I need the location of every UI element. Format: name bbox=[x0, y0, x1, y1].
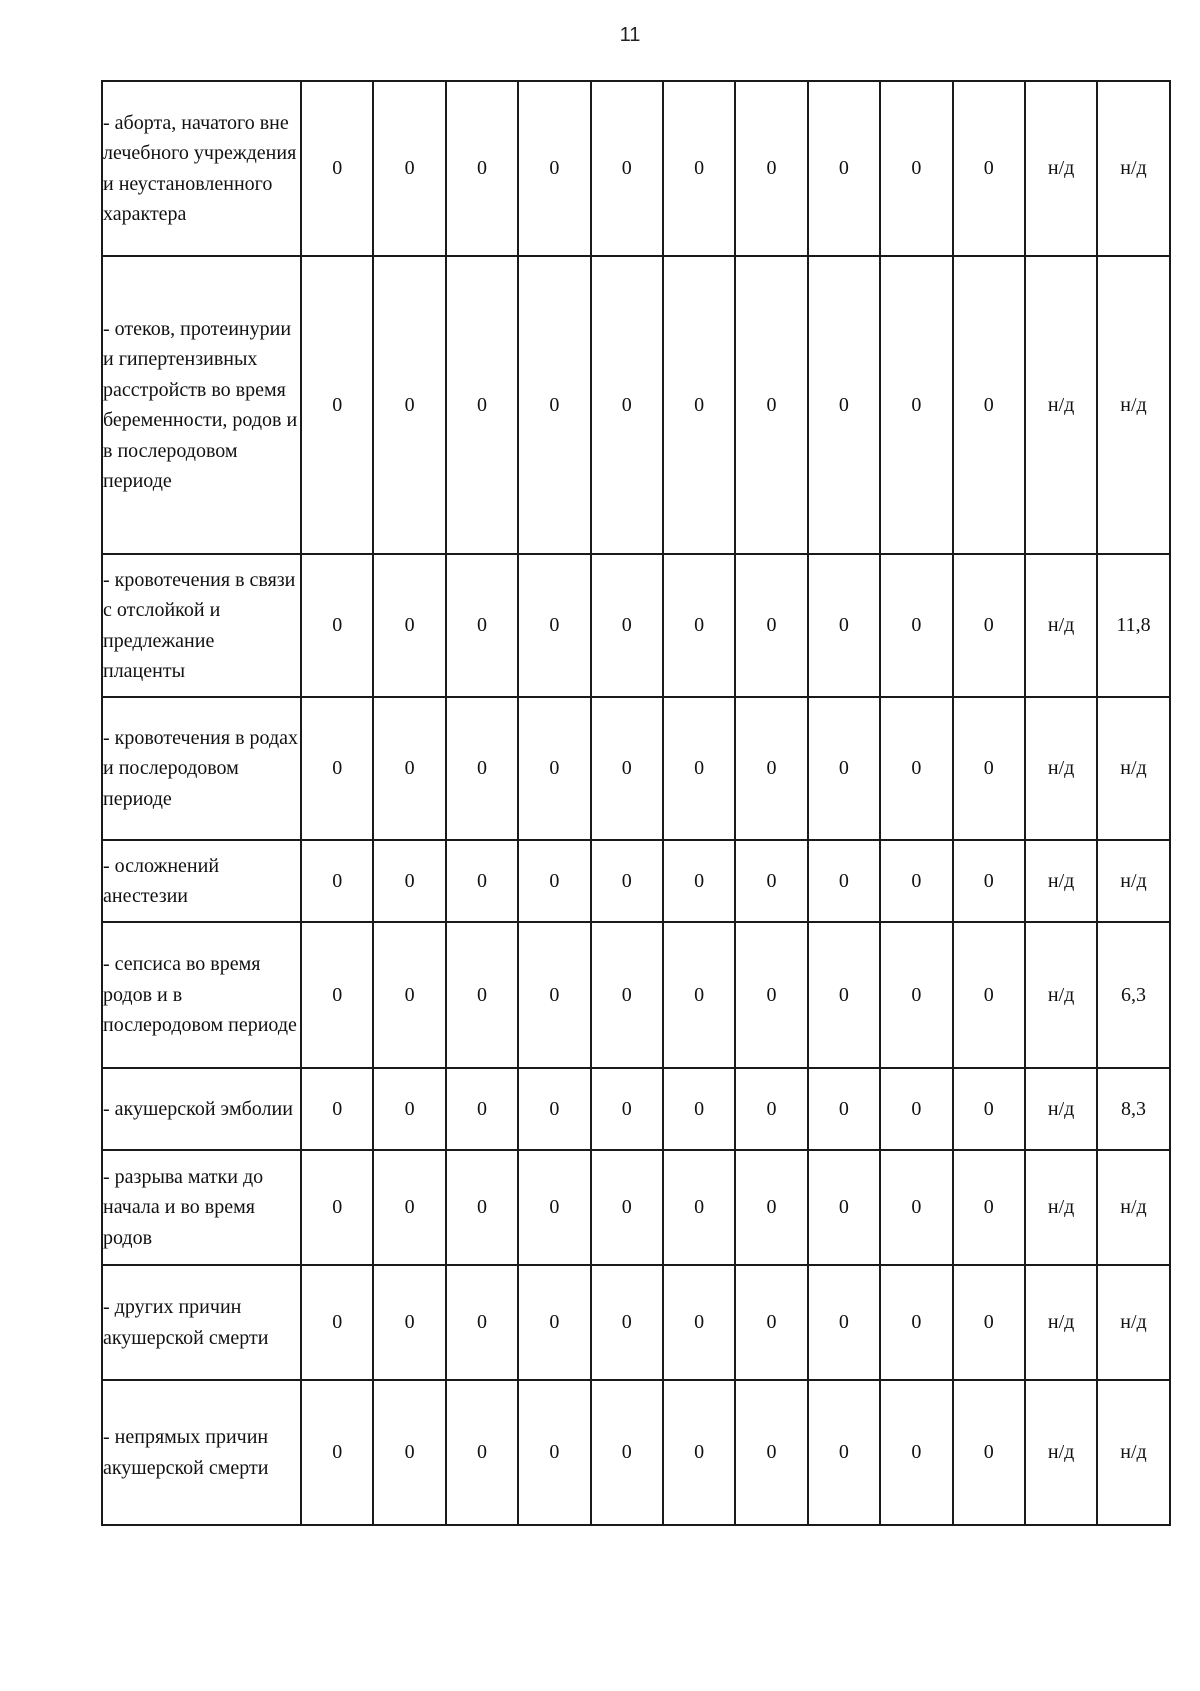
table-cell: 0 bbox=[808, 922, 880, 1068]
table-cell: 0 bbox=[808, 1380, 880, 1525]
table-cell: 0 bbox=[518, 1150, 590, 1265]
row-label: - сепсиса во время родов и в послеродовом периоде bbox=[102, 922, 301, 1068]
table-cell: 0 bbox=[373, 256, 445, 554]
table-cell: 0 bbox=[880, 1380, 952, 1525]
table-row bbox=[102, 1068, 1170, 1150]
table-cell: 0 bbox=[953, 1068, 1025, 1150]
table-cell: 0 bbox=[446, 81, 518, 256]
table-cell: 0 bbox=[301, 697, 373, 840]
table-cell: 0 bbox=[446, 1068, 518, 1150]
table-cell: 0 bbox=[518, 922, 590, 1068]
table-cell: 0 bbox=[880, 1150, 952, 1265]
table-cell: 8,3 bbox=[1097, 1068, 1169, 1150]
table-body bbox=[102, 81, 1170, 1525]
row-label: - кровотечения в родах и послеродовом периоде bbox=[102, 697, 301, 840]
table-cell: н/д bbox=[1025, 81, 1097, 256]
table-cell: 0 bbox=[953, 697, 1025, 840]
table-cell: 0 bbox=[735, 1380, 807, 1525]
page-number: 11 bbox=[619, 24, 641, 46]
table-cell: 0 bbox=[518, 1265, 590, 1380]
table-cell: 0 bbox=[808, 256, 880, 554]
table-cell: 0 bbox=[301, 256, 373, 554]
table-cell: 0 bbox=[518, 1068, 590, 1150]
table-cell: 0 bbox=[446, 840, 518, 922]
table-cell: 0 bbox=[518, 81, 590, 256]
table-cell: 0 bbox=[591, 81, 663, 256]
table-cell: 0 bbox=[953, 81, 1025, 256]
table-cell: 0 bbox=[591, 554, 663, 697]
table-cell: 0 bbox=[663, 840, 735, 922]
table-cell: 0 bbox=[373, 81, 445, 256]
table-cell: 0 bbox=[591, 697, 663, 840]
table-cell: 0 bbox=[953, 1380, 1025, 1525]
table-cell: н/д bbox=[1025, 1380, 1097, 1525]
table-cell: 0 bbox=[301, 840, 373, 922]
table-cell: 0 bbox=[735, 1265, 807, 1380]
table-cell: 0 bbox=[880, 1265, 952, 1380]
table-cell: 0 bbox=[446, 554, 518, 697]
table-cell: 0 bbox=[301, 1068, 373, 1150]
table-cell: 0 bbox=[446, 256, 518, 554]
table-cell: 0 bbox=[591, 1068, 663, 1150]
row-label: - кровотечения в связи с отслойкой и предлежание плаценты bbox=[102, 554, 301, 697]
table-cell: 0 bbox=[808, 840, 880, 922]
table-cell: 0 bbox=[301, 1265, 373, 1380]
table-cell: 0 bbox=[446, 1380, 518, 1525]
table-cell: 0 bbox=[808, 1068, 880, 1150]
table-cell: 0 bbox=[446, 1265, 518, 1380]
table-cell: 0 bbox=[663, 1068, 735, 1150]
table-row bbox=[102, 922, 1170, 1068]
table-cell: 0 bbox=[301, 922, 373, 1068]
table-cell: 0 bbox=[373, 1380, 445, 1525]
table-cell: 0 bbox=[808, 697, 880, 840]
table-cell: 0 bbox=[808, 1150, 880, 1265]
table-cell: 0 bbox=[301, 1150, 373, 1265]
table-cell: 0 bbox=[518, 1380, 590, 1525]
table-cell: 0 bbox=[953, 840, 1025, 922]
table-cell: 0 bbox=[591, 1150, 663, 1265]
table-cell: 0 bbox=[735, 81, 807, 256]
table-cell: н/д bbox=[1025, 922, 1097, 1068]
table-cell: 0 bbox=[880, 554, 952, 697]
table-cell: н/д bbox=[1025, 256, 1097, 554]
table-cell: 0 bbox=[373, 1265, 445, 1380]
table-row bbox=[102, 840, 1170, 922]
row-label: - разрыва матки до начала и во время родов bbox=[102, 1150, 301, 1265]
table-row bbox=[102, 1380, 1170, 1525]
table-row bbox=[102, 1150, 1170, 1265]
table-cell: 0 bbox=[880, 840, 952, 922]
table-cell: 0 bbox=[808, 554, 880, 697]
table-cell: 0 bbox=[735, 1068, 807, 1150]
table-row bbox=[102, 1265, 1170, 1380]
table-row bbox=[102, 81, 1170, 256]
table-cell: 0 bbox=[880, 697, 952, 840]
table-cell: 0 bbox=[735, 1150, 807, 1265]
table-cell: 0 bbox=[735, 922, 807, 1068]
row-label: - акушерской эмболии bbox=[102, 1068, 301, 1150]
mortality-causes-table bbox=[101, 80, 1171, 1526]
table-cell: 0 bbox=[953, 1265, 1025, 1380]
table-cell: 0 bbox=[735, 840, 807, 922]
table-cell: 0 bbox=[301, 81, 373, 256]
table-row bbox=[102, 554, 1170, 697]
table-row bbox=[102, 697, 1170, 840]
table-cell: н/д bbox=[1025, 1150, 1097, 1265]
table-cell: 0 bbox=[518, 840, 590, 922]
table-cell: 0 bbox=[808, 81, 880, 256]
table-cell: 0 bbox=[663, 256, 735, 554]
table-cell: 0 bbox=[953, 1150, 1025, 1265]
table-cell: н/д bbox=[1097, 840, 1169, 922]
table-cell: 0 bbox=[591, 1265, 663, 1380]
table-cell: 0 bbox=[663, 922, 735, 1068]
table-cell: 0 bbox=[518, 697, 590, 840]
table-cell: н/д bbox=[1025, 697, 1097, 840]
table-cell: 0 bbox=[808, 1265, 880, 1380]
table-cell: 0 bbox=[446, 697, 518, 840]
row-label: - осложнений анестезии bbox=[102, 840, 301, 922]
table-cell: 0 bbox=[735, 256, 807, 554]
table-cell: 0 bbox=[373, 840, 445, 922]
table-cell: 0 bbox=[663, 1150, 735, 1265]
table-cell: н/д bbox=[1097, 1265, 1169, 1380]
table-cell: 0 bbox=[880, 256, 952, 554]
table-cell: 0 bbox=[953, 554, 1025, 697]
table-cell: н/д bbox=[1025, 1265, 1097, 1380]
row-label: - непрямых причин акушерской смерти bbox=[102, 1380, 301, 1525]
table-cell: 0 bbox=[301, 1380, 373, 1525]
table-cell: 0 bbox=[373, 554, 445, 697]
table-cell: 0 bbox=[663, 697, 735, 840]
table-cell: 0 bbox=[953, 256, 1025, 554]
row-label: - аборта, начатого вне лечебного учреждения и неустановленного характера bbox=[102, 81, 301, 256]
row-label: - отеков, протеинурии и гипертензивных расстройств во время беременности, родов и в послеродовом периоде bbox=[102, 256, 301, 554]
table-cell: 0 bbox=[591, 256, 663, 554]
table-cell: н/д bbox=[1097, 1150, 1169, 1265]
table-cell: 0 bbox=[663, 1265, 735, 1380]
table-cell: 0 bbox=[518, 554, 590, 697]
table-cell: 0 bbox=[518, 256, 590, 554]
table-cell: 0 bbox=[663, 1380, 735, 1525]
table-cell: 0 bbox=[373, 1150, 445, 1265]
table-cell: 0 bbox=[880, 81, 952, 256]
table-cell: 0 bbox=[735, 554, 807, 697]
table-cell: 0 bbox=[373, 922, 445, 1068]
table-cell: 0 bbox=[373, 697, 445, 840]
table-cell: н/д bbox=[1097, 1380, 1169, 1525]
table-cell: 6,3 bbox=[1097, 922, 1169, 1068]
table-cell: 0 bbox=[301, 554, 373, 697]
table-cell: 0 bbox=[373, 1068, 445, 1150]
table-cell: н/д bbox=[1025, 840, 1097, 922]
table-row bbox=[102, 256, 1170, 554]
table-cell: 0 bbox=[591, 1380, 663, 1525]
table-cell: 0 bbox=[663, 81, 735, 256]
table-cell: 0 bbox=[446, 1150, 518, 1265]
table-cell: 0 bbox=[591, 840, 663, 922]
row-label: - других причин акушерской смерти bbox=[102, 1265, 301, 1380]
table-cell: 0 bbox=[953, 922, 1025, 1068]
table-cell: н/д bbox=[1025, 1068, 1097, 1150]
table-cell: 0 bbox=[663, 554, 735, 697]
table-cell: 11,8 bbox=[1097, 554, 1169, 697]
table-cell: 0 bbox=[880, 922, 952, 1068]
table-cell: н/д bbox=[1025, 554, 1097, 697]
table-cell: 0 bbox=[735, 697, 807, 840]
table-cell: н/д bbox=[1097, 81, 1169, 256]
table-cell: 0 bbox=[446, 922, 518, 1068]
table-cell: н/д bbox=[1097, 697, 1169, 840]
table-cell: 0 bbox=[591, 922, 663, 1068]
table-cell: 0 bbox=[880, 1068, 952, 1150]
table-cell: н/д bbox=[1097, 256, 1169, 554]
